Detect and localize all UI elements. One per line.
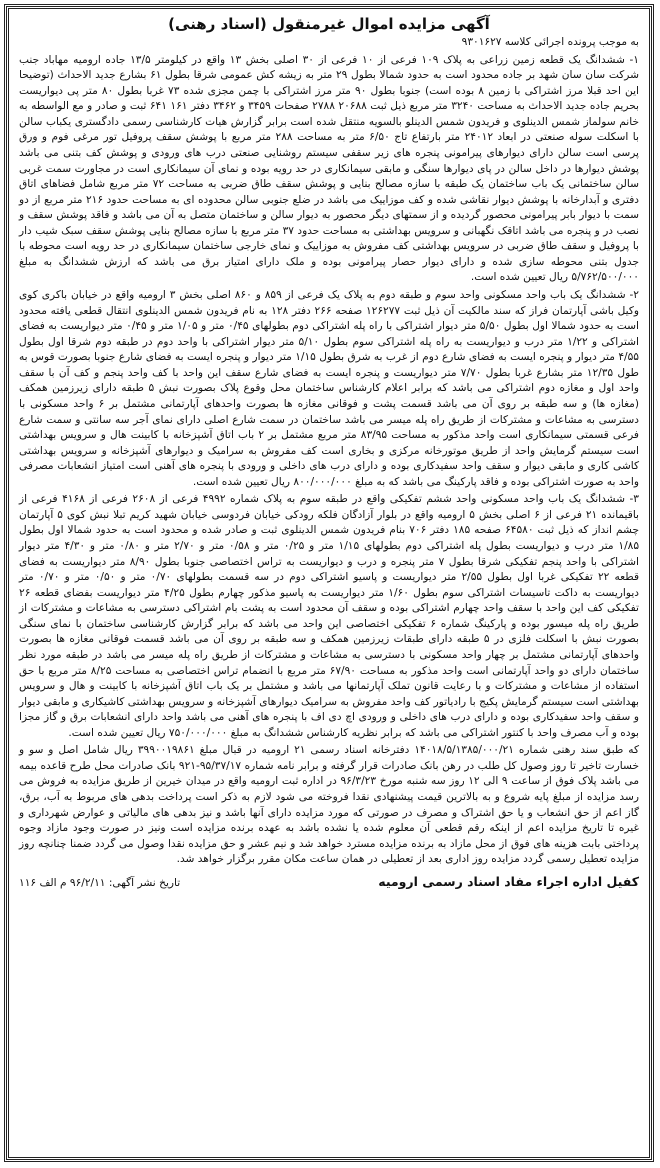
notice-title: آگهی مزایده اموال غیرمنقول (اسناد رهنی): [168, 15, 490, 33]
notice-footer: [19, 874, 639, 889]
notice-item-1: ۱- ششدانگ یک قطعه زمین زراعی به پلاک ۱۰۹ فرعی از ۱۰ فرعی از ۳۰ اصلی بخش ۱۳ واقع در کیلومتر ۱۳/۵ جاده ارومیه مهاباد جنب شرکت سان سان شهد بر جاده محدود است به حدود شمالا بطول ۲۹ متر به زیشه کش عمومی شرقا بطول ۶۱ بشارع جدید الاحداث (توضیحا این احد قبلا مرز اشتراکی با زمین ۸ بوده است) جنوبا بطول ۹۰ متر مرز اشتراکی با چمن مجزی شده ۷۳ غربا بطول ۸۰ متر پی دیواریست بحریم جاده جدید الاحداث به مساحت ۳۲۴۰ متر مربع ذیل ثبت ۲۰۶۸۸ ۲۷۸۸ صفحات ۳۴۵۹ و ۳۴۶۲ دفتر ۱۶۱ ۶۴۱ ثبت و صادر و مع الواسطه به خانم سولماز شمس الدینلوی و فریدون شمس الدینلو بالسویه منتقل شده است برابر گزارش هیات کارشناسی رسمی دادگستری یکباب سالن با اسکلت سوله صنعتی در ابعاد ۲۴۰۱۲ متر بارتفاع تاج ۶/۵۰ متر به مساحت ۲۸۸ متر مربع با پوشش سقف پروفیل تور مرغی فوم و ورق پرسی است سالن دارای دیوارهای پیرامونی پنجره های زیر سقفی سیستم روشنایی صنعتی درب های ورودی و پوشش کف بتنی می باشد پوشش دیوارها در داخل سالن در پای دیوارها سنگی و مابقی سیمانکاری در حد رویه بوده و نمای آن سیمانکاری است در مجاورت سمت غربی سالن ساختمانی یک باب ساختمان یک طبقه با سازه مصالح بنایی و پوشش سقف طاق ضربی به مساحت ۷۲ متر مربع شامل فضاهای اتاق دفتری و آبدارخانه با پوشش دیوار نقاشی شده و کف موزاییک می باشد در ضلع جنوبی سالن محدوده ای به مساحت حدود ۲۱۶ متر مربع از دو سمت با دیوار بابر پیرامونی محصور گردیده و از سمتهای دیگر محصور به دیوار سالن و ساختمان متصل به آن می باشد و فاقد پوشش سقف و نصب در و پنجره می باشد اتاقک نگهبانی و سرویس بهداشتی به مساحت حدود ۳۷ متر مربع با سازه مصالح بنایی پوشش سقف سبک شیب دار با پروفیل و سقف طاق ضربی در سرویس بهداشتی کف مفروش به موزاییک و نمای خارجی ساختمان سیمانکاری در حد رویه است محوطه با جدول بتنی محوطه سازی شده و دارای دیوار حصار پیرامونی بوده و ملک دارای امتیاز برق می باشد که ارزش ششدانگ به مبلغ ۵/۷۶۲/۵۰۰/۰۰۰ ریال تعیین شده است.: [19, 53, 639, 284]
notice-body: [19, 35, 639, 868]
notice-item-3: ۳- ششدانگ یک باب واحد مسکونی واحد ششم تفکیکی واقع در طبقه سوم به پلاک شماره ۴۹۹۲ فرعی از ۲۶۰۸ فرعی از ۴۱۶۸ فرعی از باقیمانده ۲۱ فرعی از ۶ اصلی بخش ۵ ارومیه واقع در بلوار آزادگان فلکه رودکی خیابان فردوسی خیابان شهید کریم تبلا نبش کوی ۵ آپارتمان چشم انداز که ذیل ثبت ۶۴۵۸۰ صفحه ۱۸۵ دفتر ۷۰۶ بنام فریدون شمس الدینلوی ثبت و صادر شده و محدود است به حدود شمالا اول بطول ۱/۸۵ متر درب و دیواریست بطول پله اشتراکی دوم بطولهای ۱/۱۵ متر و ۰/۲۵ متر و ۰/۵۸ متر و ۲/۷۰ متر و ۰/۸۰ متر و ۴/۳۰ متر دیوار اشتراکی با واحد پنجم تفکیکی شرقا بطول ۷ متر پنجره و درب و دیواریست به تراس اختصاصی جنوبا بطول ۸/۹۰ متر دیواریست به فضای قطعه ۲۲ تفکیکی غربا اول بطول ۲/۵۵ متر دیواریست و پاسیو اشتراکی دوم در سه قسمت بطولهای ۰/۷۰ متر و ۰/۵۰ متر و ۰/۷۰ متر دیواریست به داکت تاسیسات اشتراکی سوم بطول ۱/۶۰ متر دیواریست به پاسیو مذکور چهارم بطول ۴/۲۵ متر دیواریست بفضای قطعه ۲۶ تفکیکی کف این واحد با سقف واحد چهارم اشتراکی بوده و سقف آن محدود است به پشت بام اشتراکی دسترسی به مشاعات و مشترکات از طریق راه پله میسور بوده و پارکینگ شماره ۶ تفکیکی اختصاصی این واحد می باشد که برابر گزارش کارشناسی ساختمان با نمای سنگی بصورت نبش با اسکلت فلزی در ۵ طبقه دارای طبقات زیرزمین همکف و سه طبقه بر روی آن می باشد قسمت فوقانی مغازه ها بصورت واحدهای آپارتمانی مشتمل بر چهار واحد مسکونی با دسترسی به مشاعات و مشترکات از طریق راه پله میسر می باشد در طبقه مورد نظر ساختمان دارای دو واحد آپارتمانی است واحد مذکور به مساحت ۶۷/۹۰ متر مربع با انضمام تراس اختصاصی به مساحت ۸/۲۵ متر مربع با حق استفاده از مشاعات و مشترکات و با رعایت قانون تملک آپارتمانها می باشد و مشتمل بر یک باب اتاق آشپزخانه با کابینت و هال و سرویس بهداشتی است سیستم گرمایش پکیج با رادیاتور کف واحد مفروش به سرامیک دیوارهای آشپزخانه و سرویس بهداشتی کاشیکاری و مابقی دیوار و سقف واحد سفیدکاری بوده و دارای درب های داخلی و ورودی اچ دی اف با پنجره های آهنی می باشد واحد دارای انشعابات برق و گاز مجزا بوده و آب مصرف واحد با کنتور اشتراکی می باشد که برابر نظریه کارشناس ششدانگ به مبلغ ۷۵۰/۰۰۰/۰۰۰ ریال تعیین شده است.: [19, 493, 640, 739]
notice-frame: [4, 4, 654, 1162]
publish-info: [19, 877, 180, 889]
notice-intro: به موجب پرونده اجرائی کلاسه ۹۳۰۱۶۲۷: [461, 36, 639, 48]
notice-terms: که طبق سند رهنی شماره ۱۴۰۱۸/۵/۱۳۸۵/۰۰۰/۲۱ دفترخانه اسناد رسمی ۲۱ ارومیه در قبال مبلغ ۳۹۹۰۰۱۹۸۶۱ ریال شامل اصل و سو و خسارت تاخیر تا روز وصول کل طلب در رهن بانک صادرات قرار گرفته و برابر نامه شماره ۹۵/۳۷/۱۷-۹۲۱ بانک صادرات محل طرح قاعده بیمه می باشد پلاک فوق از ساعت ۹ الی ۱۲ روز سه شنبه مورخ ۹۶/۳/۲۳ در اداره ثبت ارومیه واقع در میدان خیرین از طریق مزایده به فروش می رسد مزایده از مبلغ پایه شروع و به بالاترین قیمت پیشنهادی نقدا فروخته می شود لازم به ذکر است پرداخت بدهی های مربوط به آب، برق، گاز اعم از حق انشعاب و یا حق اشتراک و مصرف در صورتی که مورد مزایده دارای آنها باشد و نیز بدهی های مالیاتی و عوارض شهرداری و غیره تا تاریخ مزایده اعم از اینکه رقم قطعی آن معلوم شده یا نشده باشد به عهده برنده مزایده است ونیز در صورت وجود مازاد وجوه پرداختی بابت هزینه های فوق از محل مازاد به برنده مزایده مسترد خواهد شد و نیم عشر و حق مزایده نقدا وصول می گردد ضمنا چنانچه روز مزایده تعطیل رسمی گردد مزایده روز اداری بعد از تعطیلی در همان ساعت مکان مقرر برگزار خواهد شد.: [19, 744, 639, 866]
footer-ref: م الف ۱۱۶: [19, 876, 67, 889]
notice-item-2: ۲- ششدانگ یک باب واحد مسکونی واحد سوم و طبقه دوم به پلاک یک فرعی از ۸۵۹ و ۸۶۰ اصلی بخش ۳ ارومیه واقع در خیابان باکری کوی وکیل باشی آپارتمان فراز که سند مالکیت آن ذیل ثبت ۱۲۶۲۷۷ صفحه ۲۶۶ دفتر ۱۲۸ به نام فریدون شمس الدینلوی انتقال قطعی یافته محدود است به حدود شمالا اول بطول ۵/۵۰ متر دیوار اشتراکی با راه پله اشتراکی دوم بطولهای ۰/۴۵ متر و ۱/۰۵ متر و ۰/۴۵ متر دیواریست به فضای اشتراکی و ۱/۲۲ متر درب و دیواریست به راه پله اشتراکی سوم بطول ۵/۱۰ متر دیوار اشتراکی با واحد دوم در طبقه دوم شرقا اول بطول ۴/۵۵ متر دیوار و پنجره ایست به فضای شارع دوم از غرب به شرق بطول ۱/۱۵ متر دیوار و پنجره ایست به فضای شارع جنوبا بصورت قوس به طول ۱۲/۳۵ متر بشارع غربا بطول ۷/۷۰ متر دیواریست و پنجره ایست به فضای شارع سقف این واحد با کف واحد پنجم و کف آن با سقف واحد اول و مغازه دوم اشتراکی می باشد که برابر اعلام کارشناس ساختمان محل وقوع پلاک بصورت نبش ۵ طبقه دارای زیرزمین همکف (مغازه ها) و سه طبقه بر روی آن می باشد قسمت پشت و فوقانی مغازه ها بصورت واحدهای آپارتمانی مشتمل بر ۶ واحد مسکونی با دسترسی به مشاعات و مشترکات از طریق راه پله میسر می باشد ساختمان در سمت شارع اصلی دارای نمای آجر سه سانتی و سمت شارع فرعی قسمتی سیمانکاری است واحد مذکور به مساحت ۸۳/۹۵ متر مربع مشتمل بر ۲ باب اتاق آشپزخانه با کابینت هال و سرویس بهداشتی است سیستم گرمایش واحد از طریق موتورخانه مرکزی و بخاری است کف مفروش به سرامیک و دیوارهای آشپزخانه و سرویس بهداشتی کاشی کاری و مابقی دیوار و سقف واحد سفیدکاری بوده و دارای درب های داخلی و ورودی با پنجره های آهنی است امتیاز انشعابات مصرفی واحد به صورت اشتراکی بوده و فاقد پارکینگ می باشد که به مبلغ ۸۰۰/۰۰۰/۰۰۰ ریال تعیین شده است.: [19, 289, 640, 488]
signature-line: کفیل اداره اجراء مفاد اسناد رسمی ارومیه: [378, 873, 639, 889]
publish-date: تاریخ نشر آگهی: ۹۶/۲/۱۱: [69, 876, 181, 889]
